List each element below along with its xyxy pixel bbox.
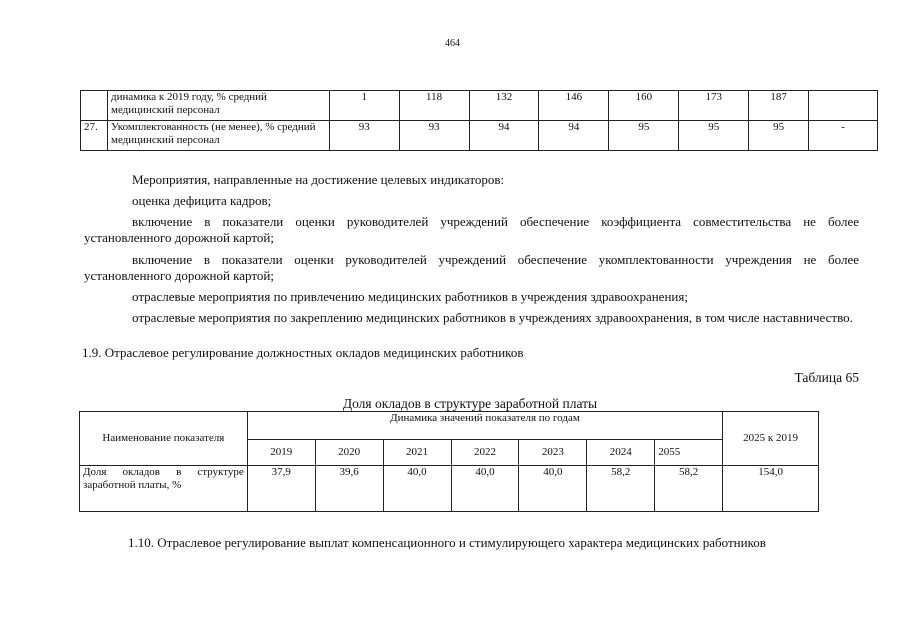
cell-value: 160 xyxy=(609,91,679,121)
cell-value: 173 xyxy=(679,91,749,121)
cell-value: 154,0 xyxy=(723,466,819,512)
cell-value: 58,2 xyxy=(587,466,655,512)
cell-value: 118 xyxy=(399,91,469,121)
cell-value: 94 xyxy=(469,121,539,151)
year-header: 2019 xyxy=(247,440,315,466)
cell-value: 94 xyxy=(539,121,609,151)
indicators-table xyxy=(80,90,878,151)
page-number: 464 xyxy=(445,38,460,49)
cell-value: 95 xyxy=(609,121,679,151)
header-dynamics: Динамика значений показателя по годам xyxy=(247,412,722,440)
row-name: Укомплектованность (не менее), % средний медицинский персонал xyxy=(107,121,329,151)
row-name: Доля окладов в структуре заработной платы, % xyxy=(80,466,248,512)
cell-value: - xyxy=(809,121,878,151)
table-caption: Доля окладов в структуре заработной платы xyxy=(342,396,598,411)
cell-value: 58,2 xyxy=(655,466,723,512)
year-header: 2024 xyxy=(587,440,655,466)
paragraph: отраслевые мероприятия по закреплению медицинских работников в учреждениях здравоохранения, в том числе наставничество. xyxy=(132,309,853,325)
header-row xyxy=(80,412,819,440)
row-index: 27. xyxy=(81,121,108,151)
cell-value: 132 xyxy=(469,91,539,121)
row-index xyxy=(81,91,108,121)
cell-value: 95 xyxy=(749,121,809,151)
cell-value: 40,0 xyxy=(519,466,587,512)
cell-value: 93 xyxy=(329,121,399,151)
table-row xyxy=(81,121,878,151)
year-header: 2023 xyxy=(519,440,587,466)
cell-value: 40,0 xyxy=(383,466,451,512)
paragraph: отраслевые мероприятия по привлечению медицинских работников в учреждения здравоохранения; xyxy=(132,288,688,304)
salary-share-table xyxy=(79,411,819,512)
cell-value: 187 xyxy=(749,91,809,121)
year-header: 2021 xyxy=(383,440,451,466)
header-indicator: Наименование показателя xyxy=(80,412,248,466)
year-header: 2022 xyxy=(451,440,519,466)
cell-value: 37,9 xyxy=(247,466,315,512)
cell-value: 40,0 xyxy=(451,466,519,512)
cell-value: 1 xyxy=(329,91,399,121)
paragraph: включение в показатели оценки руководителей учреждений обеспечение коэффициента совместительства не более установленного дорожной картой; xyxy=(84,214,859,246)
section-heading-1-9: 1.9. Отраслевое регулирование должностных окладов медицинских работников xyxy=(82,345,524,360)
table-row xyxy=(80,466,819,512)
year-header: 2020 xyxy=(315,440,383,466)
table-row xyxy=(81,91,878,121)
cell-value: 93 xyxy=(399,121,469,151)
header-ratio: 2025 к 2019 xyxy=(723,412,819,466)
section-heading-1-10: 1.10. Отраслевое регулирование выплат компенсационного и стимулирующего характера медицинских работников xyxy=(128,535,766,550)
paragraph: оценка дефицита кадров; xyxy=(132,193,272,209)
paragraph: включение в показатели оценки руководителей учреждений обеспечение укомплектованности учреждения не более установленного дорожной картой; xyxy=(84,251,859,283)
table-label: Таблица 65 xyxy=(794,370,859,385)
measures-section xyxy=(84,172,859,331)
paragraph: Мероприятия, направленные на достижение целевых индикаторов: xyxy=(132,172,505,187)
cell-value: 95 xyxy=(679,121,749,151)
cell-value xyxy=(809,91,878,121)
cell-value: 39,6 xyxy=(315,466,383,512)
year-header: 2055 xyxy=(655,440,723,466)
cell-value: 146 xyxy=(539,91,609,121)
row-name: динамика к 2019 году, % средний медицинский персонал xyxy=(107,91,329,121)
